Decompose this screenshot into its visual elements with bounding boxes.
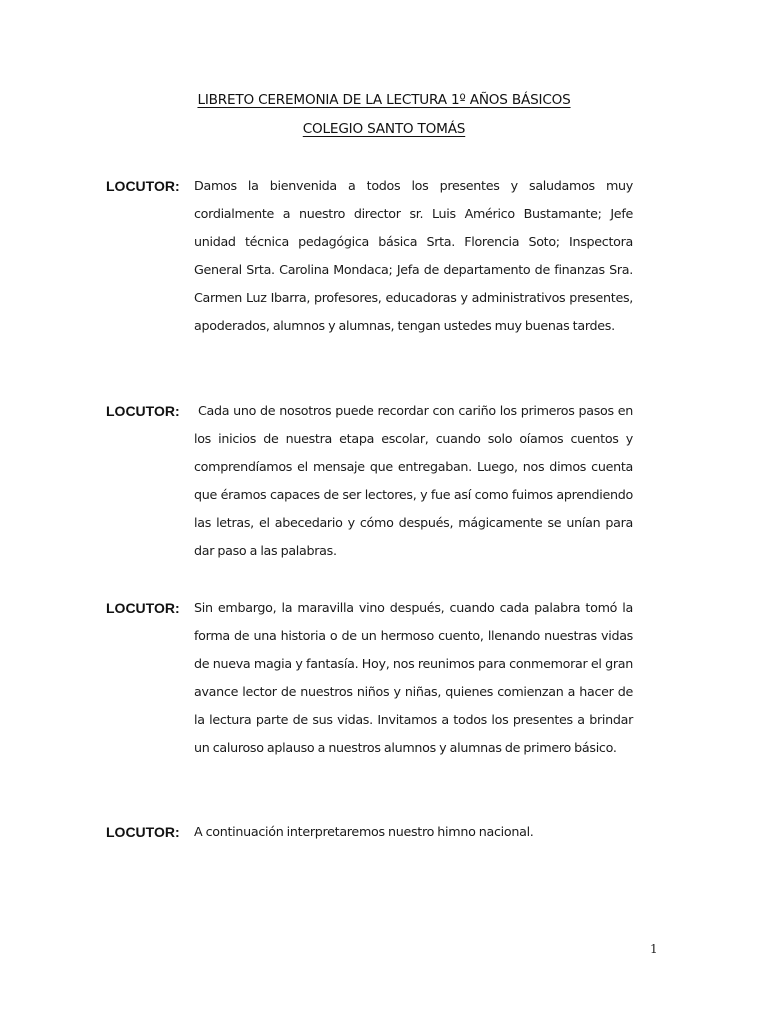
speech-text: Damos la bienvenida a todos los presentes y saludamos muy cordialmente a nuestro director sr. Luis Américo Bustamante; Jefe unidad técnica pedagógica básica Srta. Florencia Soto; Inspectora General Srta. Carolina Mondaca; Jefa de departamento de finanzas Sra. Carmen Luz Ibarra, profesores, educadoras y administrativos presentes, apoderados, alumnos y alumnas, tengan ustedes muy buenas tardes. <box>194 178 633 333</box>
page-number: 1 <box>650 942 658 956</box>
speaker-label: LOCUTOR: <box>106 600 180 616</box>
speech-text: Cada uno de nosotros puede recordar con cariño los primeros pasos en los inicios de nuestra etapa escolar, cuando solo oíamos cuentos y comprendíamos el mensaje que entregaban. Luego, nos dimos cuenta que éramos capaces de ser lectores, y fue así como fuimos aprendiendo las letras, el abecedario y cómo después, mágicamente se unían para dar paso a las palabras. <box>194 403 637 558</box>
speaker-label: LOCUTOR: <box>106 824 180 840</box>
document-subtitle: COLEGIO SANTO TOMÁS <box>302 121 466 137</box>
document-title: LIBRETO CEREMONIA DE LA LECTURA 1º AÑOS BÁSICOS <box>197 92 571 108</box>
speech-text: Sin embargo, la maravilla vino después, cuando cada palabra tomó la forma de una historia o de un hermoso cuento, llenando nuestras vidas de nueva magia y fantasía. Hoy, nos reunimos para conmemorar el gran avance lector de nuestros niños y niñas, quienes comienzan a hacer de la lectura parte de sus vidas. Invitamos a todos los presentes a brindar un caluroso aplauso a nuestros alumnos y alumnas de primero básico. <box>194 600 633 755</box>
speaker-label: LOCUTOR: <box>106 178 180 194</box>
speech-text: A continuación interpretaremos nuestro himno nacional. <box>194 824 534 839</box>
speaker-label: LOCUTOR: <box>106 403 180 419</box>
